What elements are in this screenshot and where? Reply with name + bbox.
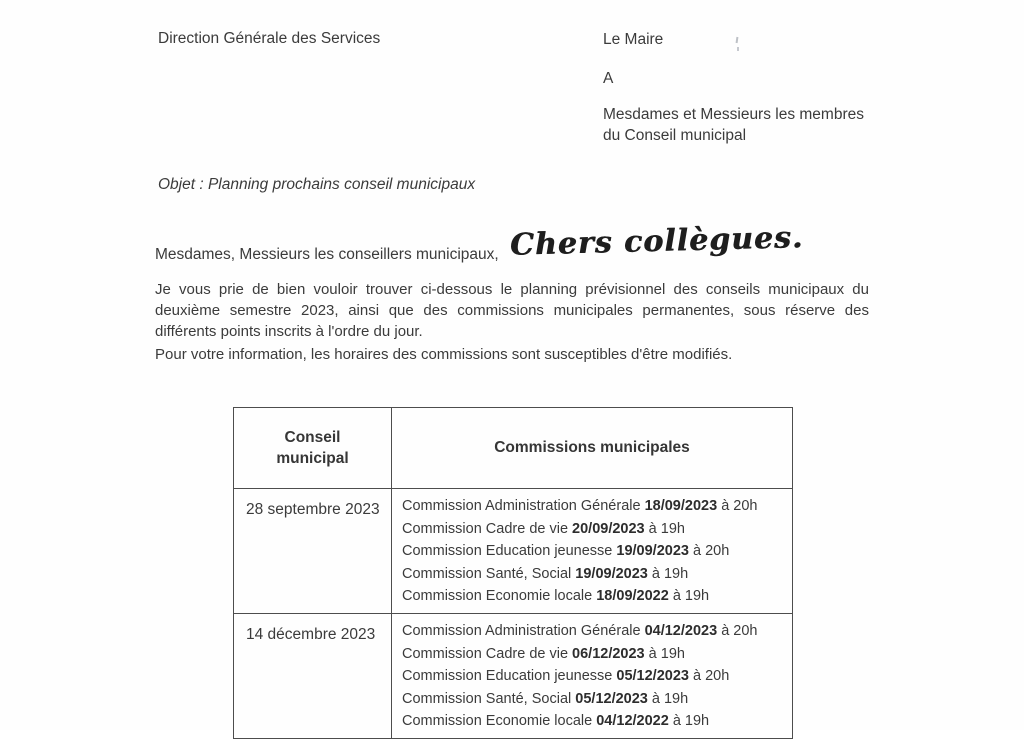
recipient-addressee-line2: du Conseil municipal: [603, 127, 747, 144]
recipient-addressee-line1: Mesdames et Messieurs les membres: [603, 106, 864, 123]
recipient-addressee: [603, 104, 864, 146]
commission-name: Commission Cadre de vie: [402, 645, 569, 662]
commission-name: Commission Economie locale: [402, 588, 593, 605]
commission-line: [402, 643, 788, 666]
commission-name: Commission Economie locale: [402, 713, 593, 730]
commission-date: 05/12/2023: [575, 690, 648, 707]
commission-line: [402, 585, 788, 608]
table-row: [234, 489, 793, 614]
commissions-cell: [392, 489, 793, 614]
table-row: [234, 613, 793, 738]
scan-artifact: [737, 47, 739, 51]
commission-name: Commission Santé, Social: [402, 690, 572, 707]
commission-name: Commission Cadre de vie: [402, 520, 569, 537]
commission-name: Commission Santé, Social: [402, 565, 572, 582]
commission-date: 18/09/2022: [596, 588, 669, 605]
commission-time: à 19h: [651, 565, 689, 582]
body-paragraph-1: Je vous prie de bien vouloir trouver ci-dessous le planning prévisionnel des conseils municipaux du deuxième semestre 2023, ainsi que des commissions municipales permanentes, sous réserve des différents points inscrits à l'ordre du jour.: [155, 281, 869, 340]
table-header-row: [234, 408, 793, 489]
recipient-to-label: A: [603, 70, 614, 87]
commission-time: à 20h: [693, 543, 730, 560]
commission-time: à 19h: [651, 690, 689, 707]
recipient-from: Le Maire: [603, 31, 664, 48]
commission-line: [402, 563, 788, 586]
commission-date: 19/09/2023: [575, 565, 648, 582]
commission-line: [402, 495, 788, 518]
commissions-cell: [392, 613, 793, 738]
commission-date: 18/09/2023: [644, 498, 718, 514]
commission-time: à 19h: [648, 520, 685, 537]
commission-name: Commission Administration Générale: [402, 622, 641, 639]
commission-time: à 19h: [672, 588, 710, 605]
commission-line: [402, 688, 788, 711]
commission-line: [402, 540, 788, 563]
commission-name: Commission Administration Générale: [402, 498, 641, 514]
council-date-cell: 28 septembre 2023: [234, 489, 392, 614]
table-header-conseil: [234, 408, 392, 489]
planning-table: [233, 407, 793, 739]
scan-artifact: [736, 37, 739, 43]
sender-service: Direction Générale des Services: [158, 30, 381, 47]
commission-line: [402, 518, 788, 541]
commission-date: 04/12/2023: [644, 622, 718, 639]
commission-time: à 19h: [672, 713, 710, 730]
handwritten-note: Chers collègues.: [509, 220, 804, 263]
commission-date: 06/12/2023: [572, 645, 645, 662]
commission-time: à 19h: [648, 645, 685, 662]
council-date-cell: 14 décembre 2023: [234, 613, 392, 738]
commission-time: à 20h: [721, 622, 758, 639]
commission-line: [402, 665, 788, 688]
body-paragraph-2: Pour votre information, les horaires des commissions sont susceptibles d'être modifiés.: [155, 346, 733, 363]
subject-line: Objet : Planning prochains conseil municipaux: [158, 176, 476, 193]
salutation: Mesdames, Messieurs les conseillers municipaux,: [155, 246, 499, 263]
table-header-commissions: Commissions municipales: [392, 408, 793, 489]
commission-date: 04/12/2022: [596, 713, 669, 730]
commission-name: Commission Education jeunesse: [402, 668, 613, 685]
commission-time: à 20h: [693, 668, 730, 685]
commission-time: à 20h: [721, 498, 758, 514]
table-header-conseil-label: Conseil municipal: [276, 429, 349, 467]
commission-date: 05/12/2023: [616, 668, 689, 685]
commission-line: [402, 620, 788, 643]
commission-date: 19/09/2023: [616, 543, 689, 560]
commission-date: 20/09/2023: [572, 520, 645, 537]
commission-name: Commission Education jeunesse: [402, 543, 613, 560]
